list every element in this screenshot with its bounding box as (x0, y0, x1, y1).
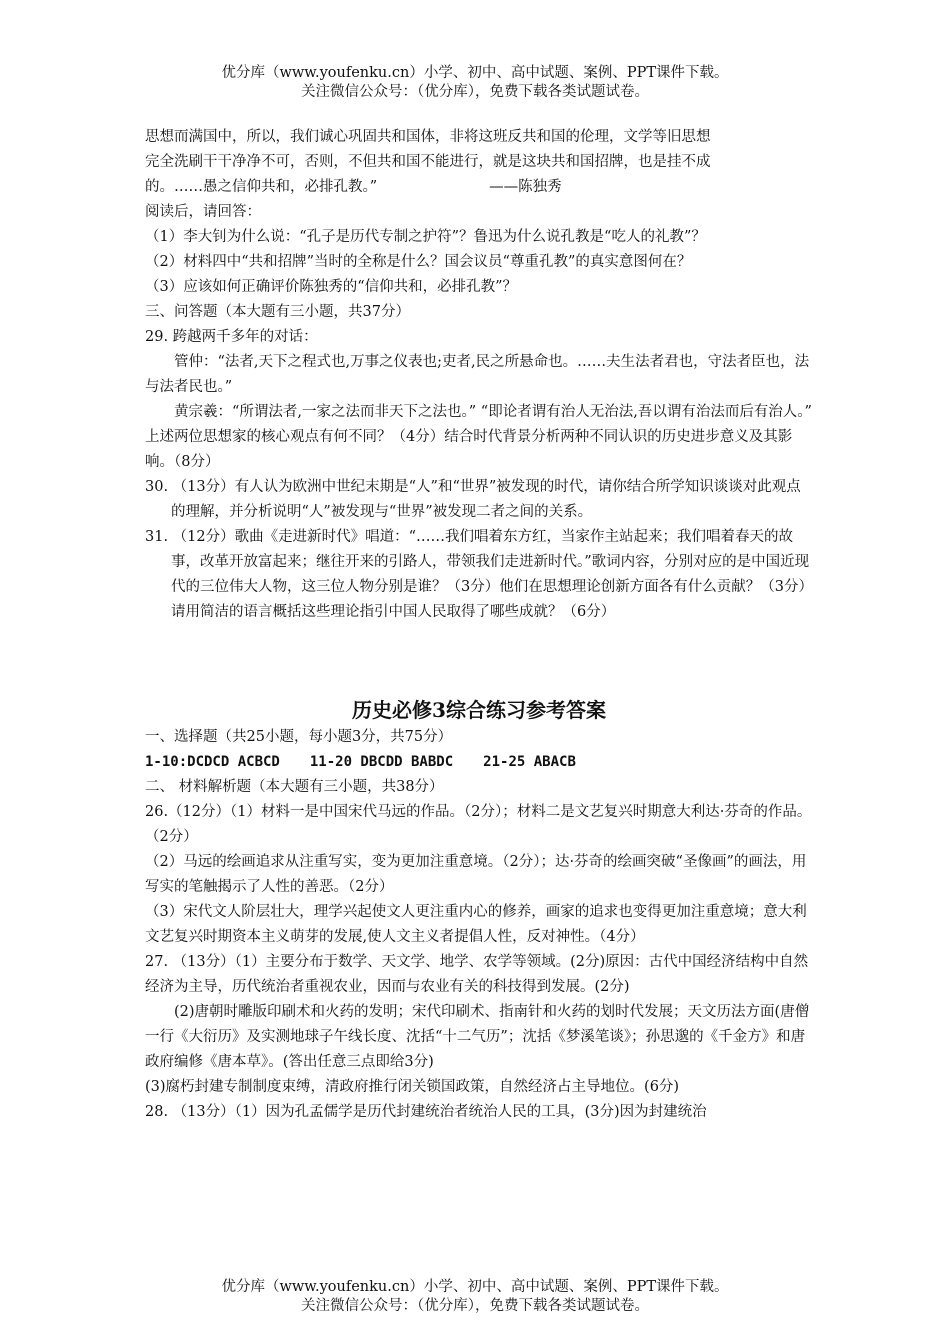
choice-answers-11-20: 11-20 DBCDD BABDC (309, 754, 454, 770)
question-29-title: 29. 跨越两千多年的对话： (145, 329, 318, 345)
answers-title: 历史必修3综合练习参考答案 (352, 698, 606, 722)
question-30: 30. （13分）有人认为欧洲中世纪末期是“人”和“世界”被发现的时代，请你结合所学知识谈谈对此观点的理解，并分析说明“人”被发现与“世界”被发现二者之间的关系。 (145, 479, 801, 520)
section-heading: 三、问答题（本大题有三小题，共37分） (145, 304, 410, 320)
reading-prompt: 阅读后，请回答： (145, 204, 261, 220)
spacer (145, 625, 813, 695)
quote-guanzhong: 管仲：“法者,天下之程式也,万事之仪表也;吏者,民之所悬命也。……夫生法者君也，守法者臣也，法与法者民也。” (145, 354, 810, 395)
choice-answers (145, 750, 813, 775)
signature: ——陈独秀 (489, 179, 562, 195)
reading-question: （2）材料四中“共和招牌”当时的全称是什么？国会议员“尊重孔教”的真实意图何在？ (145, 254, 692, 270)
reading-question: （3）应该如何正确评价陈独秀的“信仰共和，必排孔教”？ (145, 279, 518, 295)
header-line-1: 优分库（www.youfenku.cn）小学、初中、高中试题、案例、PPT课件下载。 (221, 65, 729, 81)
answer-27-1: 27. （13分）（1）主要分布于数学、天文学、地学、农学等领域。(2分)原因：古代中国经济结构中自然经济为主导，历代统治者重视农业，因而与农业有关的科技得到发展。(2分) (145, 954, 809, 995)
material-line: 完全洗刷干干净净不可，否则，不但共和国不能进行，就是这块共和国招牌，也是挂不成 (145, 154, 711, 170)
answer-27-3: (3)腐朽封建专制制度束缚，清政府推行闭关锁国政策，自然经济占主导地位。(6分) (145, 1079, 680, 1095)
footer-line-1: 优分库（www.youfenku.cn）小学、初中、高中试题、案例、PPT课件下载。 (221, 1279, 729, 1295)
page-footer (0, 1278, 950, 1316)
page-header (0, 64, 950, 102)
reading-question: （1）李大钊为什么说：“孔子是历代专制之护符”？鲁迅为什么说孔教是“吃人的礼教”？ (145, 229, 706, 245)
answer-27-2: (2)唐朝时雕版印刷术和火药的发明；宋代印刷术、指南针和火药的划时代发展；天文历法方面(唐僧一行《大衍历》及实测地球子午线长度、沈括“十二气历”；沈括《梦溪笔谈》；孙思邈的《千金方》和唐政府编修《唐本草》。(答出任意三点即给3分) (145, 1004, 810, 1070)
answers-part1-heading: 一、选择题（共25小题，每小题3分，共75分） (145, 729, 453, 745)
answer-26-3: （3）宋代文人阶层壮大，理学兴起使文人更注重内心的修养，画家的追求也变得更加注重意境；意大利文艺复兴时期资本主义萌芽的发展,使人文主义者提倡人性，反对神性。（4分） (145, 904, 807, 945)
choice-answers-1-10: 1-10:DCDCD ACBCD (145, 754, 280, 770)
material-line (145, 175, 813, 200)
material-line-3: 的。……愚之信仰共和，必排孔教。” (145, 179, 378, 195)
quote-huangzongxi: 黄宗羲：“所谓法者,一家之法而非天下之法也。” “即论者谓有治人无治法,吾以谓有治法而后有治人。” (174, 404, 812, 420)
choice-answers-21-25: 21-25 ABACB (483, 754, 576, 770)
header-line-2: 关注微信公众号：（优分库），免费下载各类试题试卷。 (301, 84, 649, 100)
answer-26-2: （2）马远的绘画追求从注重写实，变为更加注重意境。（2分）；达·芬奇的绘画突破“圣像画”的画法，用写实的笔触揭示了人性的善恶。（2分） (145, 854, 807, 895)
question-31: 31. （12分）歌曲《走进新时代》唱道：“……我们唱着东方红，当家作主站起来；我们唱着春天的故事，改革开放富起来；继往开来的引路人，带领我们走进新时代。”歌词内容，分别对应的是中国近现代的三位伟大人物，这三位人物分别是谁？（3分）他们在思想理论创新方面各有什么贡献？（3分）请用简洁的语言概括这些理论指引中国人民取得了哪些成就？（6分） (145, 529, 813, 620)
question-29-ask: 上述两位思想家的核心观点有何不同？（4分）结合时代背景分析两种不同认识的历史进步意义及其影响。（8分） (145, 429, 793, 470)
document-body (145, 125, 813, 1125)
answer-26-1: 26.（12分）（1）材料一是中国宋代马远的作品。（2分）；材料二是文艺复兴时期意大利达·芬奇的作品。（2分） (145, 804, 812, 845)
answer-28-1: 28. （13分）（1）因为孔孟儒学是历代封建统治者统治人民的工具，(3分)因为封建统治 (145, 1104, 707, 1120)
answers-part2-heading: 二、 材料解析题（本大题有三小题，共38分） (145, 779, 444, 795)
material-line: 思想而满国中，所以，我们诚心巩固共和国体，非将这班反共和国的伦理，文学等旧思想 (145, 129, 711, 145)
footer-line-2: 关注微信公众号：（优分库），免费下载各类试题试卷。 (301, 1298, 649, 1314)
